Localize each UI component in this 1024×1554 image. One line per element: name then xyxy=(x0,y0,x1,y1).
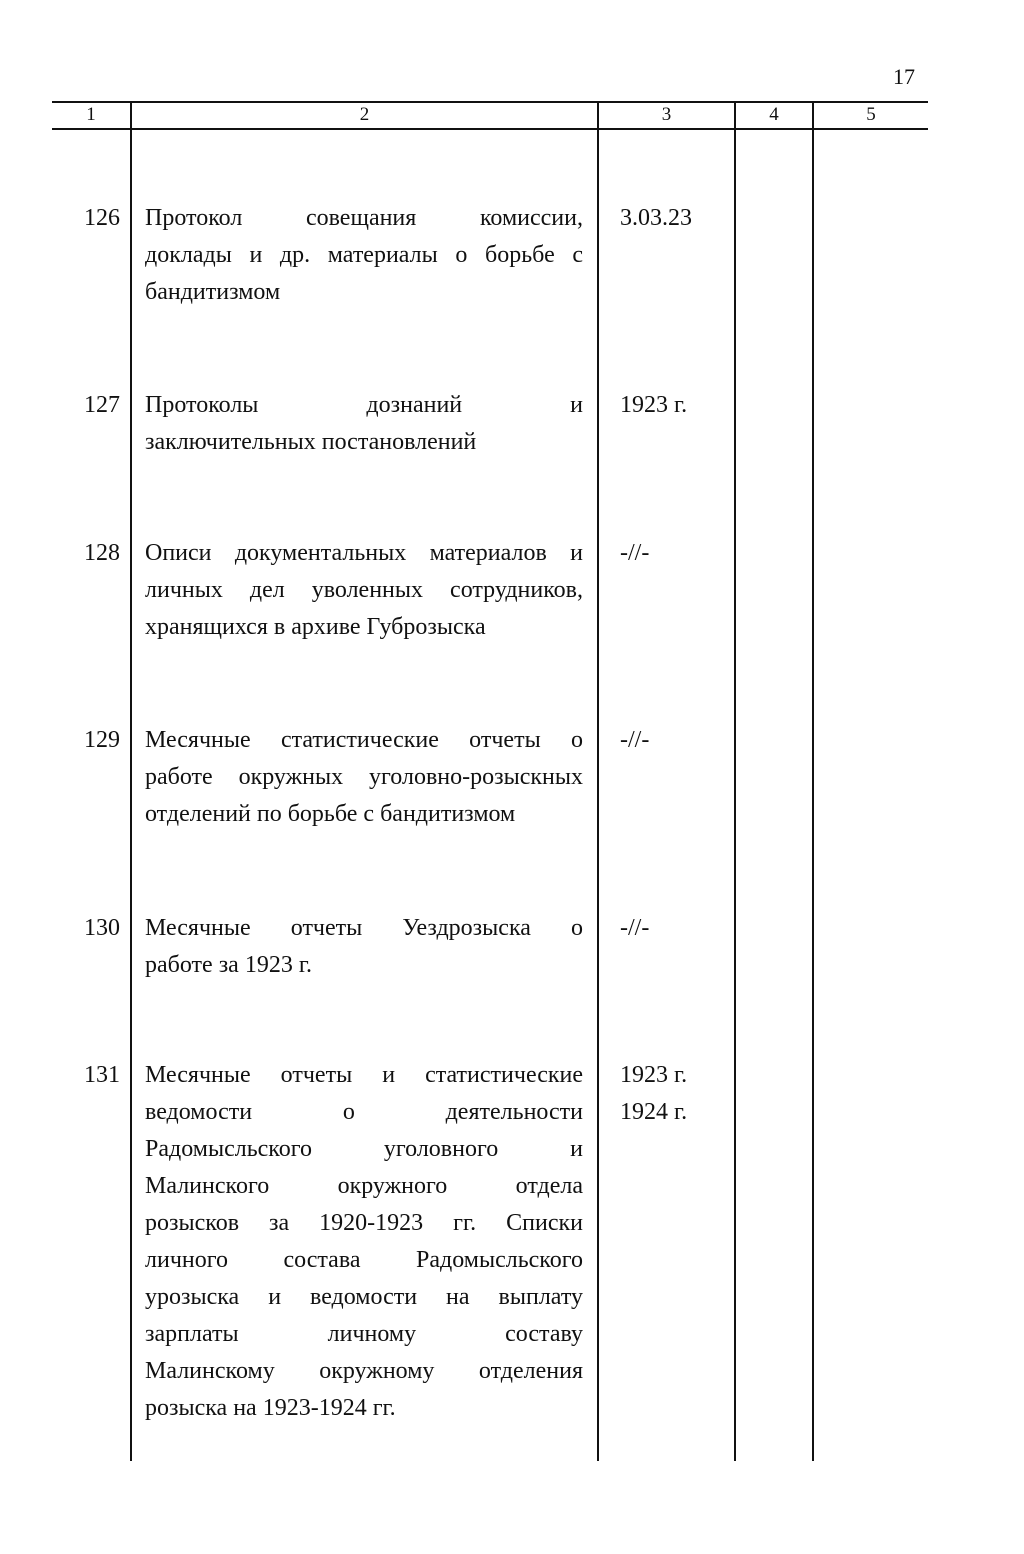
record-number: 129 xyxy=(84,727,120,753)
description-line: отделений по борьбе с бандитизмом xyxy=(145,801,516,827)
column-divider xyxy=(597,101,599,1461)
description-line: ведомости о деятельности xyxy=(145,1099,583,1125)
column-divider xyxy=(812,101,814,1461)
description-line: хранящихся в архиве Губрозыска xyxy=(145,614,486,640)
date-line: 3.03.23 xyxy=(620,205,692,231)
record-date xyxy=(620,387,687,424)
record-date xyxy=(620,722,649,759)
record-number: 128 xyxy=(84,540,120,566)
record-description xyxy=(145,722,583,833)
record-date xyxy=(620,1057,687,1131)
date-line: 1923 г. xyxy=(620,1062,688,1088)
description-line: работе за 1923 г. xyxy=(145,952,312,978)
description-line: личных дел уволенных сотрудников, xyxy=(145,577,583,603)
record-description xyxy=(145,535,583,646)
header-col-1: 1 xyxy=(86,104,96,125)
description-line: Месячные отчеты и статистические xyxy=(145,1062,583,1088)
description-line: Радомысльского уголовного и xyxy=(145,1136,583,1162)
date-line: -//- xyxy=(620,727,650,753)
description-line: розысков за 1920-1923 гг. Списки xyxy=(145,1210,583,1236)
description-line: Месячные статистические отчеты о xyxy=(145,727,583,753)
header-col-3: 3 xyxy=(661,104,672,125)
description-line: заключительных постановлений xyxy=(145,429,477,455)
record-date xyxy=(620,910,649,947)
description-line: Малинского окружного отдела xyxy=(145,1173,583,1199)
description-line: работе окружных уголовно-розыскных xyxy=(145,764,583,790)
record-description xyxy=(145,387,583,461)
description-line: Протоколы дознаний и xyxy=(145,392,583,418)
description-line: доклады и др. материалы о борьбе с xyxy=(145,242,583,268)
description-line: Описи документальных материалов и xyxy=(145,540,583,566)
date-line: 1924 г. xyxy=(620,1099,688,1125)
description-line: розыска на 1923-1924 гг. xyxy=(145,1395,396,1421)
description-line: Малинскому окружному отделения xyxy=(145,1358,583,1384)
description-line: Месячные отчеты Уездрозыска о xyxy=(145,915,583,941)
header-col-4: 4 xyxy=(769,104,779,125)
record-number: 131 xyxy=(84,1062,120,1088)
column-divider xyxy=(734,101,736,1461)
table-top-rule xyxy=(52,101,928,103)
description-line: личного состава Радомысльского xyxy=(145,1247,583,1273)
description-line: Протокол совещания комиссии, xyxy=(145,205,583,231)
record-date xyxy=(620,535,649,572)
description-line: бандитизмом xyxy=(145,279,281,305)
description-line: зарплаты личному составу xyxy=(145,1321,583,1347)
record-number: 127 xyxy=(84,392,120,418)
column-divider xyxy=(130,101,132,1461)
header-col-5: 5 xyxy=(866,104,876,125)
date-line: -//- xyxy=(620,915,650,941)
description-line: урозыска и ведомости на выплату xyxy=(145,1284,583,1310)
header-bottom-rule xyxy=(52,128,928,130)
record-description xyxy=(145,1057,583,1427)
header-col-2: 2 xyxy=(359,104,370,125)
record-number: 126 xyxy=(84,205,120,231)
record-number: 130 xyxy=(84,915,120,941)
record-description xyxy=(145,910,583,984)
record-date xyxy=(620,200,692,237)
page-number: 17 xyxy=(893,64,915,89)
date-line: -//- xyxy=(620,540,650,566)
date-line: 1923 г. xyxy=(620,392,688,418)
record-description xyxy=(145,200,583,311)
